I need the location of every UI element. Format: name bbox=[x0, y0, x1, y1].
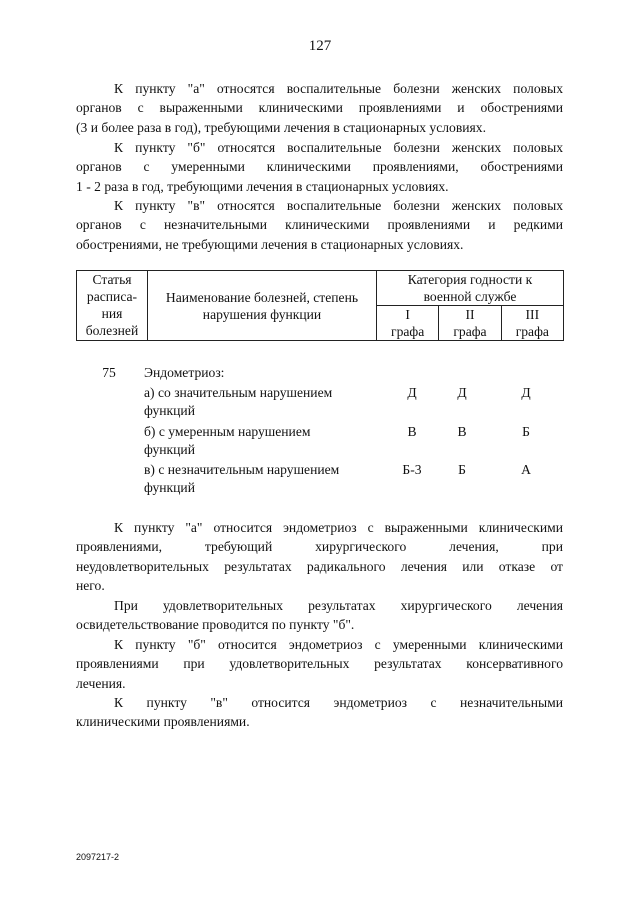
text-line: клиническими проявлениями. bbox=[76, 714, 250, 730]
text-line: освидетельствование проводится по пункту "б". bbox=[76, 617, 355, 633]
fitness-table-header bbox=[76, 270, 564, 341]
column-header-ii: II графа bbox=[439, 306, 501, 341]
text-line: неудовлетворительных результатах радикального лечения или отказе от bbox=[76, 558, 563, 574]
text-line: проявлениями при удовлетворительных результатах консервативного bbox=[76, 656, 563, 672]
paragraph-surgical-result bbox=[76, 596, 563, 635]
text-line: (3 и более раза в год), требующими лечения в стационарных условиях. bbox=[76, 119, 486, 135]
category-cell: Д bbox=[407, 385, 417, 400]
paragraph-endometriosis-b bbox=[76, 635, 563, 693]
text-line: 1 - 2 раза в год, требующими лечения в стационарных условиях. bbox=[76, 178, 449, 194]
text-line: органов с незначительными клиническими проявлениями и редкими bbox=[76, 217, 563, 233]
text-line: проявлениями, требующий хирургического лечения, при bbox=[76, 539, 563, 555]
text-line: К пункту "а" относятся воспалительные болезни женских половых bbox=[114, 81, 563, 96]
article-column-header: Статья расписа- ния болезней bbox=[77, 271, 148, 341]
paragraph-item-b bbox=[76, 138, 563, 196]
paragraph-endometriosis-c bbox=[76, 693, 563, 732]
text-line: К пункту "в" относятся воспалительные болезни женских половых bbox=[114, 198, 563, 213]
text-line: К пункту "б" относится эндометриоз с умеренными клиническими bbox=[114, 637, 563, 652]
table-row-a-name: а) со значительным нарушением функций bbox=[144, 385, 333, 418]
text-line: При удовлетворительных результатах хирургического лечения bbox=[114, 598, 563, 613]
category-cell: Б-3 bbox=[402, 462, 422, 477]
category-cell: В bbox=[407, 424, 417, 439]
text-line: К пункту "б" относятся воспалительные болезни женских половых bbox=[114, 140, 563, 155]
text-line: К пункту "в" относится эндометриоз с незначительными bbox=[114, 695, 563, 710]
column-header-i: I графа bbox=[377, 306, 439, 341]
text-line: обострениями, не требующими лечения в стационарных условиях. bbox=[76, 236, 464, 252]
category-cell: В bbox=[457, 424, 467, 439]
article-number: 75 bbox=[102, 365, 116, 380]
table-row-c-name: в) с незначительным нарушением функций bbox=[144, 462, 340, 495]
text-line: него. bbox=[76, 578, 105, 594]
disease-name-column-header: Наименование болезней, степень нарушения функции bbox=[148, 271, 377, 341]
category-cell: А bbox=[521, 462, 531, 477]
paragraph-item-c bbox=[76, 196, 563, 254]
table-row-b-name: б) с умеренным нарушением функций bbox=[144, 424, 311, 457]
text-line: К пункту "а" относится эндометриоз с выраженными клиническими bbox=[114, 520, 563, 535]
page-number: 127 bbox=[308, 38, 332, 54]
paragraph-endometriosis-a bbox=[76, 518, 563, 596]
category-cell: Д bbox=[521, 385, 531, 400]
text-line: органов с умеренными клиническими проявлениями, обострениями bbox=[76, 159, 563, 175]
text-line: органов с выраженными клиническими проявлениями и обострениями bbox=[76, 100, 563, 116]
category-cell: Б bbox=[458, 462, 466, 477]
paragraph-item-a bbox=[76, 79, 563, 137]
text-line: лечения. bbox=[76, 675, 126, 691]
category-cell: Б bbox=[522, 424, 530, 439]
category-column-header: Категория годности к военной службе bbox=[377, 271, 564, 306]
disease-title: Эндометриоз: bbox=[144, 365, 225, 380]
category-cell: Д bbox=[457, 385, 467, 400]
column-header-iii: III графа bbox=[501, 306, 563, 341]
document-code: 2097217-2 bbox=[76, 852, 120, 862]
